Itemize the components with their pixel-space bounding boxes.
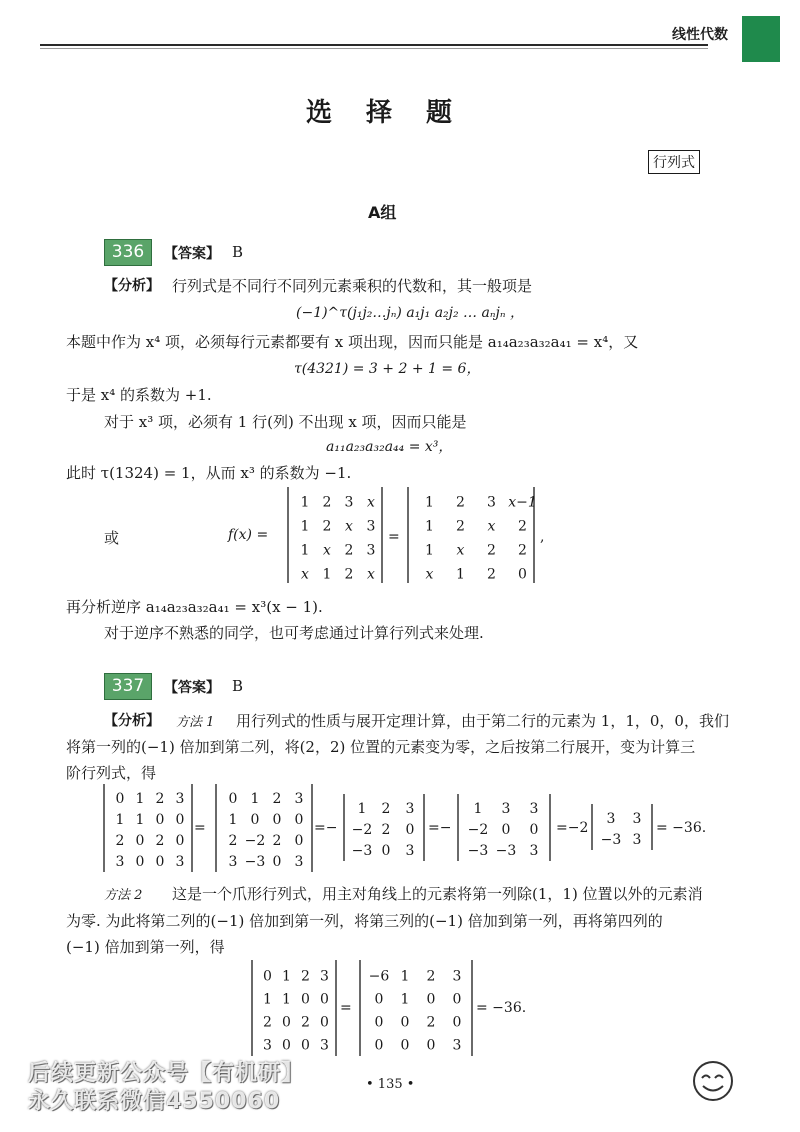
analysis-line-7: 对于逆序不熟悉的同学，也可考虑通过计算行列式来处理.	[104, 624, 484, 642]
answer-label-337: 【答案】	[164, 680, 220, 696]
det-entry: 0	[282, 1014, 291, 1031]
det-entry: −2	[467, 822, 489, 839]
det-entry: 0	[294, 812, 304, 829]
det-entry: 1	[300, 494, 310, 511]
det-entry: 3	[228, 854, 238, 871]
det-entry: x	[487, 518, 496, 535]
analysis-line-4: 对于 x³ 项，必须有 1 行(列) 不出现 x 项，因而只能是	[104, 413, 467, 431]
det-entry: x−1	[508, 494, 537, 511]
equals-neg-1: =−	[314, 820, 338, 836]
det-entry: 3	[175, 854, 185, 871]
det-entry: 3	[115, 854, 125, 871]
det-entry: 3	[501, 801, 511, 818]
det-entry: 3	[452, 1037, 462, 1054]
det-entry: −3	[495, 843, 517, 860]
det-entry: 0	[282, 1037, 291, 1054]
det-entry: 3	[294, 791, 304, 808]
analysis-line-2: 本题中作为 x⁴ 项，必须每行元素都要有 x 项出现，因而只能是 a₁₄a₂₃a₃₂a₄₁ = x⁴，又	[66, 333, 639, 351]
det-entry: 3	[405, 843, 415, 860]
det-entry: 2	[115, 833, 125, 850]
det-entry: 0	[501, 822, 511, 839]
or-label: 或	[104, 529, 120, 547]
analysis-line-5: 此时 τ(1324) = 1，从而 x³ 的系数为 −1.	[66, 464, 352, 482]
answer-label: 【答案】	[164, 246, 220, 262]
det-entry: 0	[452, 991, 462, 1008]
formula-general-term: (−1)^τ(j₁j₂…jₙ) a₁j₁ a₂j₂ … aₙjₙ ，	[296, 305, 524, 321]
det-entry: 0	[115, 791, 125, 808]
det-entry: 1	[322, 566, 332, 583]
analysis-label-337: 【分析】	[104, 713, 160, 729]
det-entry: x	[456, 542, 465, 559]
method-1-line-1: 用行列式的性质与展开定理计算，由于第二行的元素为 1，1，0，0，我们	[236, 712, 729, 730]
method-2-line-3: (−1) 倍加到第一列，得	[66, 938, 225, 956]
analysis-line-1: 行列式是不同行不同列元素乘积的代数和，其一般项是	[172, 277, 533, 295]
equals-sign: =	[388, 529, 400, 545]
det-entry: 0	[426, 991, 436, 1008]
det-entry: 1	[400, 991, 410, 1008]
det-entry: −3	[600, 832, 622, 849]
det-entry: 2	[518, 518, 527, 535]
det-entry: 0	[155, 812, 165, 829]
determinant-fx	[282, 485, 552, 585]
det-entry: 2	[301, 1014, 310, 1031]
fx-label: f(x) =	[228, 527, 269, 543]
det-entry: x	[301, 566, 309, 583]
det-entry: 1	[300, 518, 310, 535]
det-entry: 3	[452, 968, 462, 985]
det-entry: 0	[400, 1037, 410, 1054]
det-entry: 0	[135, 833, 145, 850]
result-2: = −36.	[476, 1000, 527, 1016]
det-entry: 0	[400, 1014, 410, 1031]
det-entry: 2	[344, 542, 354, 559]
det-entry: x	[367, 566, 375, 583]
det-entry: 0	[250, 812, 260, 829]
det-entry: 0	[374, 1014, 384, 1031]
det-entry: −3	[467, 843, 489, 860]
method-2-line-2: 为零. 为此将第二列的(−1) 倍加到第一列，将第三列的(−1) 倍加到第一列，再将第四列的	[66, 912, 663, 930]
det-entry: 1	[425, 494, 434, 511]
det-entry: 0	[452, 1014, 462, 1031]
det-entry: 0	[175, 833, 185, 850]
det-entry: 2	[381, 822, 391, 839]
det-entry: 1	[456, 566, 465, 583]
result-1: = −36.	[656, 820, 707, 836]
det-entry: 3	[366, 518, 376, 535]
det-entry: 3	[263, 1037, 272, 1054]
det-entry: 0	[272, 854, 282, 871]
equals-neg-2-factor: =−2	[556, 820, 589, 836]
det-entry: 0	[175, 812, 185, 829]
page-number: • 135 •	[366, 1077, 415, 1092]
header-title: 线性代数	[672, 27, 728, 43]
analysis-label: 【分析】	[104, 278, 160, 294]
det-entry: 3	[320, 1037, 329, 1054]
det-entry: 0	[228, 791, 238, 808]
det-entry: 3	[366, 542, 376, 559]
det-entry: 2	[456, 518, 465, 535]
det-entry: 3	[606, 811, 616, 828]
det-entry: 2	[381, 801, 391, 818]
det-entry: 0	[405, 822, 415, 839]
header-tab	[742, 16, 780, 62]
method-1-computation	[100, 782, 740, 872]
det-entry: 2	[487, 542, 496, 559]
det-entry: 1	[263, 991, 272, 1008]
det-entry: −3	[244, 854, 266, 871]
det-entry: 1	[425, 542, 434, 559]
question-number-336: 336	[104, 239, 152, 266]
det-entry: x	[425, 566, 434, 583]
answer-value: B	[232, 243, 244, 261]
det-entry: 3	[405, 801, 415, 818]
method-2-label: 方法 2	[104, 888, 143, 903]
comma: ,	[540, 529, 545, 545]
det-entry: 2	[322, 494, 332, 511]
group-label: A组	[368, 203, 397, 222]
det-entry: −2	[244, 833, 266, 850]
header-rule	[40, 44, 708, 46]
answer-value-337: B	[232, 677, 244, 695]
analysis-line-6: 再分析逆序 a₁₄a₂₃a₃₂a₄₁ = x³(x − 1).	[66, 598, 323, 616]
method-1-line-3: 阶行列式，得	[66, 764, 157, 782]
header-rule-thin	[40, 48, 708, 49]
det-entry: 2	[322, 518, 332, 535]
det-entry: 2	[301, 968, 310, 985]
det-entry: 0	[320, 991, 329, 1008]
det-entry: 1	[282, 991, 291, 1008]
det-entry: 0	[374, 1037, 384, 1054]
det-entry: 1	[425, 518, 434, 535]
det-entry: 1	[228, 812, 238, 829]
question-number-337: 337	[104, 673, 152, 700]
det-entry: 1	[135, 791, 145, 808]
det-entry: 3	[294, 854, 304, 871]
det-entry: 2	[155, 833, 165, 850]
det-entry: 3	[487, 494, 496, 511]
det-entry: 3	[529, 801, 539, 818]
det-entry: 0	[272, 812, 282, 829]
det-entry: 2	[263, 1014, 272, 1031]
det-entry: 0	[294, 833, 304, 850]
det-entry: 1	[473, 801, 483, 818]
det-entry: 3	[632, 811, 642, 828]
det-entry: 0	[320, 1014, 329, 1031]
det-entry: 1	[135, 812, 145, 829]
det-entry: 2	[155, 791, 165, 808]
det-entry: 1	[300, 542, 310, 559]
det-entry: 3	[344, 494, 354, 511]
det-entry: 0	[381, 843, 391, 860]
det-entry: 3	[175, 791, 185, 808]
equals-neg-2: =−	[428, 820, 452, 836]
topic-box: 行列式	[648, 150, 700, 174]
det-entry: x	[323, 542, 331, 559]
det-entry: 2	[426, 1014, 436, 1031]
det-entry: 0	[374, 991, 384, 1008]
det-entry: −3	[351, 843, 373, 860]
equals-1: =	[194, 820, 206, 836]
det-entry: 2	[272, 791, 282, 808]
method-2-line-1: 这是一个爪形行列式，用主对角线上的元素将第一列除(1，1) 位置以外的元素消	[172, 885, 703, 903]
method-1-label: 方法 1	[176, 715, 215, 730]
det-entry: 1	[400, 968, 410, 985]
det-entry: 0	[263, 968, 272, 985]
det-entry: 2	[228, 833, 238, 850]
watermark-line-1: 后续更新公众号【有机研】	[28, 1061, 305, 1086]
formula-inversion: τ(4321) = 3 + 2 + 1 = 6，	[294, 361, 481, 377]
det-entry: 2	[426, 968, 436, 985]
det-entry: 2	[456, 494, 465, 511]
method-2-computation	[248, 958, 568, 1058]
det-entry: 1	[115, 812, 125, 829]
det-entry: 0	[301, 991, 310, 1008]
method-1-line-2: 将第一列的(−1) 倍加到第二列，将(2，2) 位置的元素变为零，之后按第二行展开，变为计算三	[66, 738, 696, 756]
formula-x3-term: a₁₁a₂₃a₃₂a₄₄ = x³，	[326, 439, 453, 455]
det-entry: 0	[135, 854, 145, 871]
smiley-logo-icon	[690, 1058, 736, 1104]
det-entry: 0	[518, 566, 527, 583]
watermark-line-2: 永久联系微信4550060	[28, 1089, 281, 1114]
equals-2: =	[340, 1000, 352, 1016]
section-title: 选择题	[306, 98, 487, 128]
det-entry: 1	[282, 968, 291, 985]
det-entry: 1	[250, 791, 260, 808]
det-entry: x	[345, 518, 353, 535]
det-entry: 0	[426, 1037, 436, 1054]
det-entry: 2	[272, 833, 282, 850]
det-entry: 2	[344, 566, 354, 583]
det-entry: −6	[368, 968, 390, 985]
analysis-line-3: 于是 x⁴ 的系数为 +1.	[66, 386, 212, 404]
det-entry: 0	[529, 822, 539, 839]
det-entry: 3	[632, 832, 642, 849]
det-entry: 0	[301, 1037, 310, 1054]
det-entry: −2	[351, 822, 373, 839]
det-entry: x	[367, 494, 375, 511]
det-entry: 2	[518, 542, 527, 559]
det-entry: 3	[529, 843, 539, 860]
det-entry: 2	[487, 566, 496, 583]
det-entry: 3	[320, 968, 329, 985]
det-entry: 0	[155, 854, 165, 871]
det-entry: 1	[357, 801, 367, 818]
